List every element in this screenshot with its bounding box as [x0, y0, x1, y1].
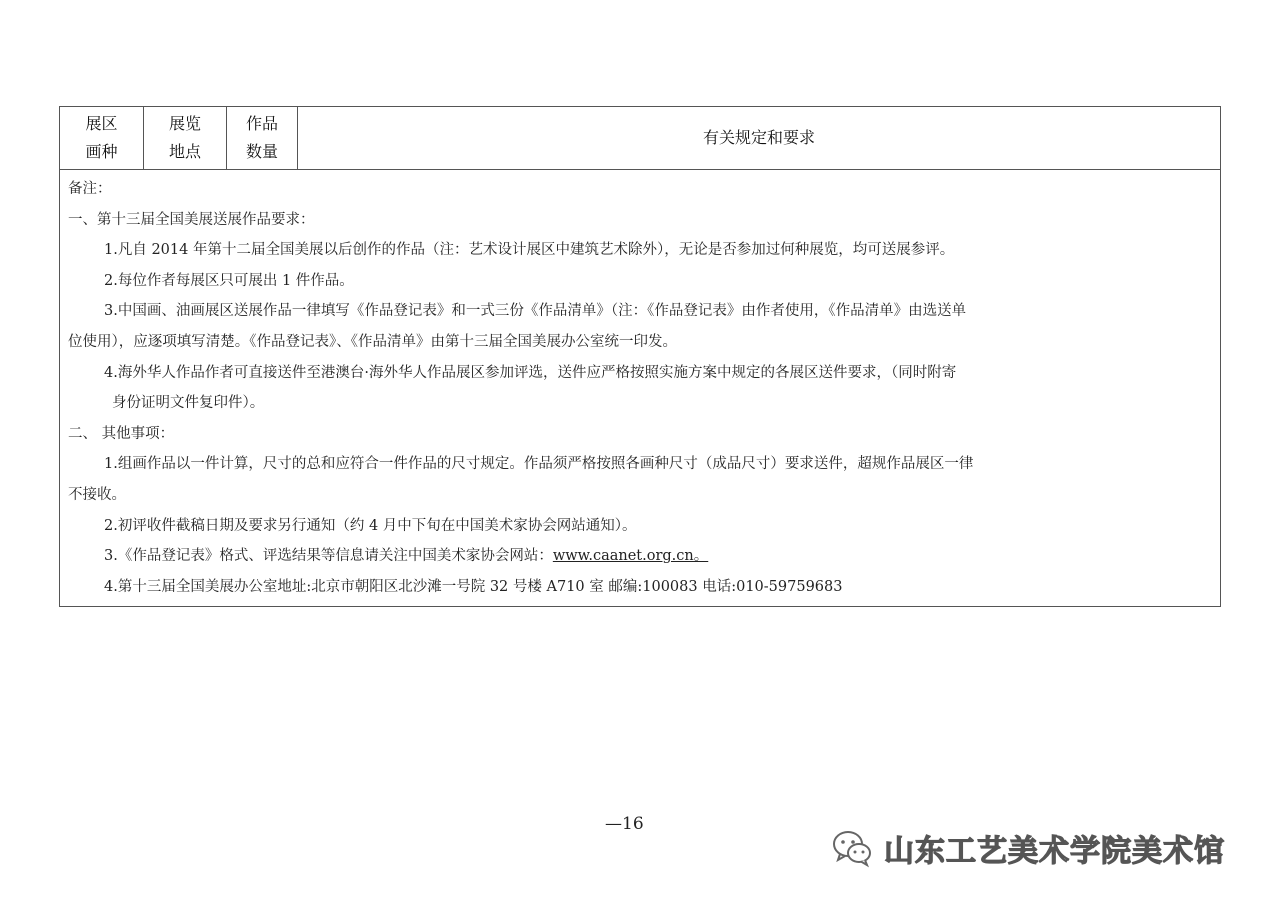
header-text: 展览 — [168, 114, 201, 133]
header-text: 有关规定和要求 — [702, 128, 815, 147]
note-line — [60, 449, 1220, 480]
note-line — [60, 205, 1220, 236]
note-line — [60, 266, 1220, 297]
note-text: 1.凡自 2014 年第十二届全国美展以后创作的作品（注：艺术设计展区中建筑艺术除外），无论是否参加过何种展览，均可送展参评。 — [104, 242, 955, 259]
wechat-icon — [830, 826, 874, 870]
note-line — [60, 174, 1220, 205]
page-number: —16 — [605, 814, 644, 834]
note-text: 2.初评收件截稿日期及要求另行通知（约 4 月中下旬在中国美术家协会网站通知）。 — [104, 517, 637, 534]
note-text: 1.组画作品以一件计算，尺寸的总和应符合一件作品的尺寸规定。作品须严格按照各画种尺寸（成品尺寸）要求送件，超规作品展区一律 — [104, 456, 974, 473]
header-text: 展区 — [85, 114, 118, 133]
note-text: 4.海外华人作品作者可直接送件至港澳台·海外华人作品展区参加评选，送件应严格按照实施方案中规定的各展区送件要求，（同时附寄 — [104, 364, 957, 381]
note-text: 不接收。 — [68, 486, 126, 503]
header-cell-exhibit-location — [144, 107, 227, 169]
notes-cell — [60, 170, 1220, 606]
note-line — [60, 358, 1220, 389]
note-text: 二、 其他事项： — [68, 425, 175, 442]
note-line — [60, 419, 1220, 450]
note-line — [60, 541, 1220, 572]
header-cell-work-count — [227, 107, 298, 169]
note-line — [60, 327, 1220, 358]
note-text: 3.中国画、油画展区送展作品一律填写《作品登记表》和一式三份《作品清单》（注：《作品登记表》由作者使用，《作品清单》由选送单 — [104, 303, 967, 320]
note-text: 身份证明文件复印件）。 — [112, 395, 265, 412]
requirements-table — [59, 106, 1221, 607]
note-line — [60, 235, 1220, 266]
note-line — [60, 511, 1220, 542]
note-line — [60, 296, 1220, 327]
watermark — [830, 826, 1225, 870]
website-link[interactable]: www.caanet.org.cn。 — [552, 548, 709, 565]
note-text: 2.每位作者每展区只可展出 1 件作品。 — [104, 272, 354, 289]
note-text: 一、第十三届全国美展送展作品要求： — [68, 211, 315, 228]
table-header-row — [60, 107, 1220, 170]
header-text: 数量 — [245, 142, 278, 161]
note-text: 位使用），应逐项填写清楚。《作品登记表》、《作品清单》由第十三届全国美展办公室统一印发。 — [68, 333, 677, 350]
note-line — [60, 480, 1220, 511]
note-line — [60, 572, 1220, 603]
header-text: 作品 — [245, 114, 278, 133]
note-text: 备注： — [68, 181, 112, 197]
note-text: 4.第十三届全国美展办公室地址:北京市朝阳区北沙滩一号院 32 号楼 A710 室 邮编:100083 电话:010-59759683 — [104, 578, 843, 595]
header-cell-rules — [298, 107, 1220, 169]
header-text: 画种 — [85, 142, 118, 161]
header-text: 地点 — [168, 142, 201, 161]
watermark-text: 山东工艺美术学院美术馆 — [884, 834, 1225, 869]
note-line — [60, 388, 1220, 419]
header-cell-exhibit-category — [60, 107, 144, 169]
note-text: 3.《作品登记表》格式、评选结果等信息请关注中国美术家协会网站： — [104, 548, 553, 565]
